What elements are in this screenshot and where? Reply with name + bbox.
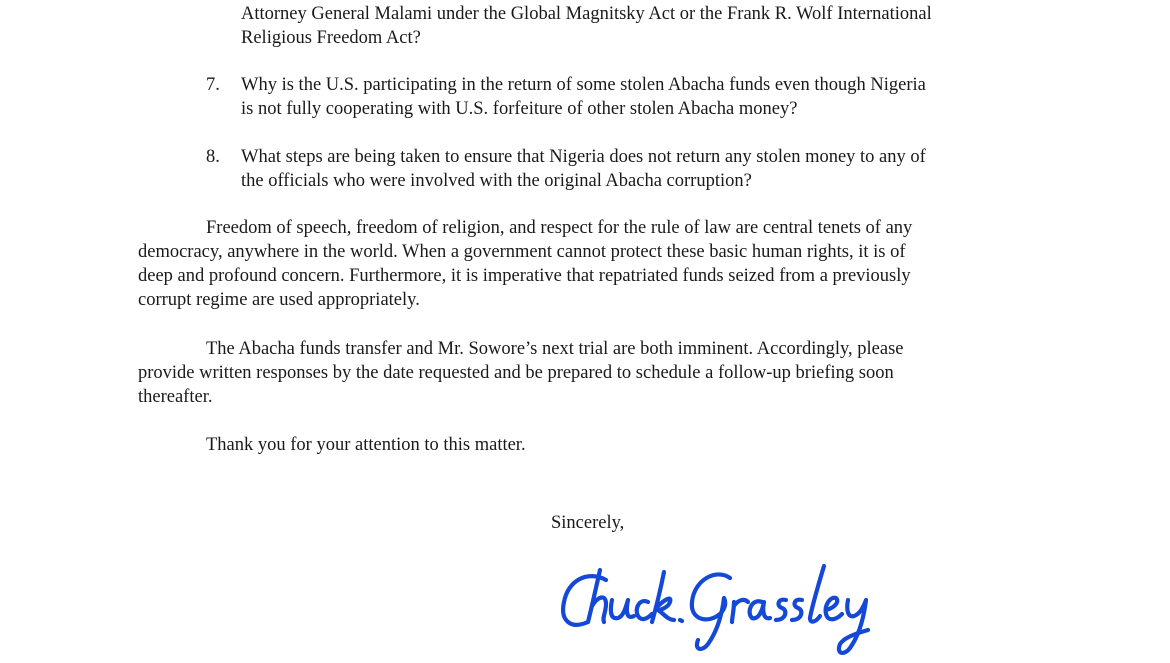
item6-line-1: Attorney General Malami under the Global Magnitsky Act or the Frank R. Wolf International [241,4,932,24]
question-7-line-1: Why is the U.S. participating in the return of some stolen Abacha funds even though Nigeria [241,75,926,95]
abacha-paragraph-line-3: thereafter. [138,387,213,407]
question-8-line-1: What steps are being taken to ensure that Nigeria does not return any stolen money to any of [241,147,926,167]
abacha-paragraph-line-2: provide written responses by the date requested and be prepared to schedule a follow-up briefing soon [138,363,894,383]
question-8-line-2: the officials who were involved with the original Abacha corruption? [241,171,752,191]
abacha-paragraph-line-1: The Abacha funds transfer and Mr. Sowore’s next trial are both imminent. Accordingly, please [206,339,904,359]
freedom-paragraph-line-4: corrupt regime are used appropriately. [138,290,420,310]
freedom-paragraph-line-1: Freedom of speech, freedom of religion, and respect for the rule of law are central tenets of any [206,218,913,238]
thanks-line: Thank you for your attention to this matter. [206,435,526,455]
signature-image [548,558,920,663]
freedom-paragraph-line-2: democracy, anywhere in the world. When a government cannot protect these basic human rights, it is of [138,242,906,262]
question-8-number: 8. [206,147,220,167]
closing-sincerely: Sincerely, [551,513,625,533]
freedom-paragraph-line-3: deep and profound concern. Furthermore, it is imperative that repatriated funds seized from a previously [138,266,911,286]
question-7-line-2: is not fully cooperating with U.S. forfeiture of other stolen Abacha money? [241,99,798,119]
question-7-number: 7. [206,75,220,95]
item6-line-2: Religious Freedom Act? [241,28,421,48]
